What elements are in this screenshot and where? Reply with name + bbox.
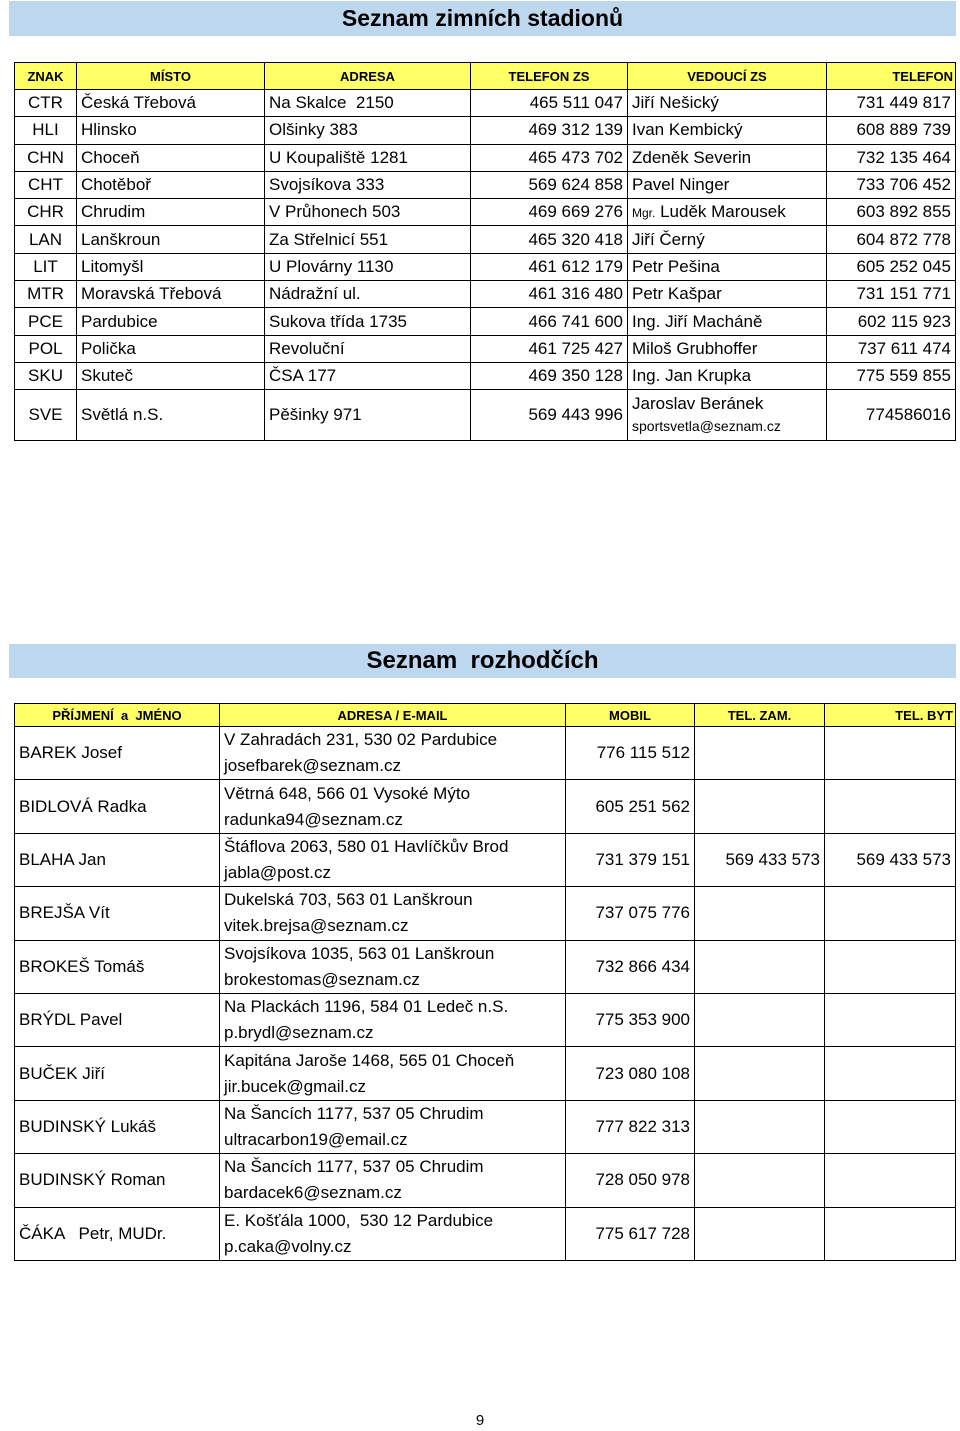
referee-tel-work-cell [695,833,825,886]
header-name: PŘÍJMENÍ a JMÉNO [15,704,220,727]
referee-tel-home-cell [825,727,956,780]
referee-tel-home-cell [825,1154,956,1207]
referee-mobile: 775 617 728 [595,1223,690,1243]
rink-place: Polička [81,338,136,358]
rink-phone-cell [827,117,956,144]
rink-code-cell [15,362,77,389]
rink-phone-zs-cell [471,171,628,198]
rink-phone-cell [827,253,956,280]
referee-mobile: 728 050 978 [595,1170,690,1190]
rink-place: Lanškroun [81,229,161,249]
referee-address: Na Šancích 1177, 537 05 Chrudim [224,1103,484,1123]
table-row [15,253,956,280]
referee-name-cell [15,887,220,940]
rinks-title-banner [9,1,956,36]
rink-address-cell [265,117,471,144]
referee-email: jir.bucek@gmail.cz [224,1076,366,1096]
rink-address: Na Skalce 2150 [269,93,394,113]
referee-address: V Zahradách 231, 530 02 Pardubice [224,730,498,750]
manager-name: Jiří Černý [632,229,705,249]
rink-manager-cell [628,226,827,253]
table-row [15,362,956,389]
rink-address: ČSA 177 [269,366,337,386]
table-row [15,993,956,1046]
rink-code-cell [15,226,77,253]
referee-tel-home-cell [825,1207,956,1260]
referee-name-cell [15,1207,220,1260]
referees-title: Seznam rozhodčích [366,647,599,674]
rink-phone-zs: 469 312 139 [528,120,623,140]
rink-phone-cell [827,199,956,226]
referee-mobile: 731 379 151 [595,849,690,869]
table-row [15,199,956,226]
rink-address: Olšinky 383 [269,120,358,140]
rink-place: Skuteč [81,366,133,386]
referee-tel-work-cell [695,993,825,1046]
header-mobile: MOBIL [566,704,695,727]
rink-address: Revoluční [269,338,345,358]
rink-code-cell [15,199,77,226]
rink-place-cell [77,117,265,144]
referee-email: p.brydl@seznam.cz [224,1023,374,1043]
rink-address-cell [265,253,471,280]
rink-place-cell [77,199,265,226]
rink-place-cell [77,362,265,389]
rink-address-cell [265,226,471,253]
rink-place-cell [77,335,265,362]
rink-phone-zs: 466 741 600 [528,311,623,331]
rink-phone-zs: 461 612 179 [528,256,623,276]
rink-phone: 605 252 045 [856,256,951,276]
rink-code-cell [15,90,77,117]
referee-tel-home-cell [825,993,956,1046]
referee-name: BRÝDL Pavel [19,1010,123,1030]
rink-code-cell [15,308,77,335]
rink-phone: 608 889 739 [856,120,951,140]
rink-code-cell [15,117,77,144]
referee-name-cell [15,727,220,780]
rink-phone-zs: 465 473 702 [528,147,623,167]
referee-name-cell [15,1047,220,1100]
rink-phone-zs: 461 725 427 [528,338,623,358]
table-row [15,171,956,198]
referee-tel-home: 569 433 573 [856,849,951,869]
rink-phone-cell [827,226,956,253]
referee-address: Na Šancích 1177, 537 05 Chrudim [224,1157,484,1177]
rink-place: Chotěboř [81,175,151,195]
rink-address-cell [265,90,471,117]
rink-address: U Plovárny 1130 [269,256,394,276]
table-row [15,1047,956,1100]
rink-address: Za Střelnicí 551 [269,229,389,249]
rink-code: CHR [27,202,64,222]
referee-address-cell [220,1100,566,1153]
rink-phone-zs-cell [471,144,628,171]
rink-phone: 733 706 452 [856,175,951,195]
manager-name: Pavel Ninger [632,175,730,195]
rink-phone-zs-cell [471,117,628,144]
rink-phone-zs-cell [471,90,628,117]
referee-address-cell [220,727,566,780]
table-row [15,117,956,144]
referee-mobile-cell [566,940,695,993]
referee-tel-home-cell [825,940,956,993]
header-address: ADRESA [265,63,471,90]
table-row [15,1207,956,1260]
rink-code: LAN [28,229,63,249]
referee-address-cell [220,1047,566,1100]
referee-address: Kapitána Jaroše 1468, 565 01 Choceň [224,1050,515,1070]
header-tel-work: TEL. ZAM. [695,704,825,727]
rink-phone-zs: 461 316 480 [528,284,623,304]
rinks-title: Seznam zimních stadionů [341,5,624,31]
table-row [15,90,956,117]
rink-code-cell [15,253,77,280]
rink-code: MTR [27,284,64,304]
rink-phone-zs-cell [471,390,628,441]
rink-code: POL [28,338,63,358]
rink-phone-zs-cell [471,335,628,362]
rink-phone-zs-cell [471,226,628,253]
rink-phone-zs: 469 669 276 [528,202,623,222]
rink-phone-cell [827,335,956,362]
referee-name-cell [15,940,220,993]
referee-email: p.caka@volny.cz [224,1236,352,1256]
rink-manager-cell [628,199,827,226]
rink-place: Chrudim [81,202,146,222]
rink-code-cell [15,390,77,441]
rink-address-cell [265,308,471,335]
rink-place-cell [77,390,265,441]
table-row [15,727,956,780]
rink-address-cell [265,171,471,198]
rink-code-cell [15,171,77,198]
table-row [15,833,956,886]
referee-name: BIDLOVÁ Radka [19,796,147,816]
header-address-email: ADRESA / E-MAIL [220,704,566,727]
referee-name-cell [15,1100,220,1153]
rink-address: Nádražní ul. [269,284,361,304]
referee-name-cell [15,1154,220,1207]
referee-mobile-cell [566,833,695,886]
rink-address-cell [265,335,471,362]
rinks-header-row [15,63,956,90]
rink-manager-cell [628,308,827,335]
referee-mobile: 776 115 512 [596,743,690,763]
rink-phone-cell [827,390,956,441]
manager-name: Miloš Grubhoffer [632,338,758,358]
referee-address: E. Košťála 1000, 530 12 Pardubice [224,1210,494,1230]
rink-place-cell [77,281,265,308]
manager-name: Jiří Nešický [632,93,719,113]
referee-mobile: 605 251 562 [595,796,690,816]
referee-mobile-cell [566,1154,695,1207]
referees-title-banner [9,644,956,678]
header-place: MÍSTO [77,63,265,90]
referee-tel-home-cell [825,887,956,940]
header-manager: VEDOUCÍ ZS [628,63,827,90]
header-phone-zs: TELEFON ZS [471,63,628,90]
referee-mobile: 777 822 313 [595,1116,690,1136]
referee-mobile: 737 075 776 [595,903,690,923]
referee-tel-home-cell [825,833,956,886]
manager-name: Ivan Kembický [632,120,743,140]
referee-mobile-cell [566,1100,695,1153]
rink-phone: 731 151 771 [856,284,951,304]
rink-place: Moravská Třebová [81,284,222,304]
rink-phone-zs-cell [471,253,628,280]
referee-tel-work-cell [695,940,825,993]
rink-phone: 737 611 474 [857,338,951,358]
rink-code: LIT [33,256,58,276]
rink-manager-cell [628,335,827,362]
referee-tel-work-cell [695,780,825,833]
page-number: 9 [475,1412,485,1429]
rink-code: CTR [28,93,63,113]
referee-tel-work-cell [695,1207,825,1260]
referee-tel-work-cell [695,1047,825,1100]
rink-phone-cell [827,144,956,171]
rink-code: SVE [28,405,63,425]
table-row [15,335,956,362]
table-row [15,1100,956,1153]
table-row [15,281,956,308]
rink-phone-cell [827,171,956,198]
referee-name: BLAHA Jan [19,849,106,869]
table-row [15,887,956,940]
rink-code: SKU [28,366,63,386]
referee-mobile-cell [566,1047,695,1100]
rink-place: Hlinsko [81,120,137,140]
rink-code: CHN [27,147,64,167]
rink-phone-zs: 465 320 418 [528,229,623,249]
table-row [15,308,956,335]
rink-manager-cell [628,90,827,117]
referee-name: BUDINSKÝ Lukáš [19,1116,156,1136]
referee-name: BUDINSKÝ Roman [19,1170,166,1190]
rink-address-cell [265,390,471,441]
referee-address-cell [220,887,566,940]
rink-manager-cell [628,281,827,308]
referees-header-row [15,704,956,727]
referee-tel-work-cell [695,1100,825,1153]
referee-name-cell [15,780,220,833]
rink-place-cell [77,226,265,253]
header-code: ZNAK [15,63,77,90]
rink-phone: 604 872 778 [856,229,951,249]
referee-address-cell [220,993,566,1046]
manager-name: Ing. Jiří Macháně [632,311,763,331]
rink-place: Choceň [81,147,140,167]
rink-phone-zs-cell [471,308,628,335]
referee-email: ultracarbon19@email.cz [224,1129,408,1149]
referee-name: BAREK Josef [19,743,122,763]
rink-code-cell [15,144,77,171]
referee-mobile-cell [566,1207,695,1260]
rink-code: HLI [32,120,59,140]
referee-mobile: 732 866 434 [595,956,690,976]
rink-place-cell [77,90,265,117]
rink-address: V Průhonech 503 [269,202,401,222]
referee-address: Svojsíkova 1035, 563 01 Lanškroun [224,943,495,963]
rink-manager-cell [628,253,827,280]
header-tel-home: TEL. BYT [825,704,956,727]
rink-phone-zs: 465 511 047 [529,93,623,113]
rink-phone-cell [827,281,956,308]
rink-place-cell [77,144,265,171]
rink-code: CHT [28,175,63,195]
referee-email: brokestomas@seznam.cz [224,969,420,989]
referee-address: Na Plackách 1196, 584 01 Ledeč n.S. [224,997,509,1017]
rink-phone-zs-cell [471,362,628,389]
rink-address-cell [265,144,471,171]
referee-address-cell [220,833,566,886]
referee-email: jabla@post.cz [224,862,332,882]
referee-name-cell [15,833,220,886]
manager-title-prefix: Mgr. [632,206,656,221]
rink-manager-cell [628,144,827,171]
referee-address: Štáflova 2063, 580 01 Havlíčkův Brod [224,836,509,856]
rink-address: Svojsíkova 333 [269,175,385,195]
referee-tel-home-cell [825,1100,956,1153]
referee-tel-work-cell [695,727,825,780]
rink-manager-cell [628,390,827,441]
rink-phone-cell [827,362,956,389]
referees-table [14,703,956,1261]
rink-place-cell [77,308,265,335]
rink-place: Litomyšl [81,256,144,276]
referee-name-cell [15,993,220,1046]
rink-manager-cell [628,117,827,144]
referee-address-cell [220,1207,566,1260]
rink-phone: 775 559 855 [856,366,951,386]
rink-address: U Koupaliště 1281 [269,147,408,167]
rink-phone-zs-cell [471,199,628,226]
manager-name: Petr Pešina [632,256,720,276]
rink-phone-cell [827,90,956,117]
referee-address-cell [220,1154,566,1207]
rink-address-cell [265,362,471,389]
referee-mobile: 775 353 900 [595,1010,690,1030]
referee-tel-home-cell [825,780,956,833]
referee-name: BREJŠA Vít [19,903,110,923]
table-row [15,226,956,253]
manager-name: Jaroslav Beránek [632,394,764,414]
rink-manager-cell [628,171,827,198]
rink-code: PCE [28,311,63,331]
manager-name: Zdeněk Severin [632,147,752,167]
rink-phone-zs: 469 350 128 [528,366,623,386]
referee-mobile-cell [566,993,695,1046]
rink-address-cell [265,281,471,308]
rink-phone-cell [827,308,956,335]
table-row [15,940,956,993]
table-row [15,390,956,441]
referee-address: Dukelská 703, 563 01 Lanškroun [224,890,473,910]
rink-address-cell [265,199,471,226]
rink-place: Světlá n.S. [81,405,164,425]
rink-phone-zs: 569 624 858 [528,175,623,195]
referee-mobile-cell [566,887,695,940]
rink-phone: 774586016 [865,405,951,425]
table-row [15,1154,956,1207]
referee-mobile-cell [566,727,695,780]
rink-place: Česká Třebová [81,93,196,113]
table-row [15,144,956,171]
referee-name: ČÁKA Petr, MUDr. [19,1223,167,1243]
referee-email: radunka94@seznam.cz [224,809,403,829]
referee-tel-work: 569 433 573 [725,849,820,869]
rink-phone: 732 135 464 [856,147,951,167]
referee-email: bardacek6@seznam.cz [224,1183,402,1203]
rink-code-cell [15,281,77,308]
manager-name: Luděk Marousek [660,202,786,222]
rink-phone-zs: 569 443 996 [528,405,623,425]
referee-address: Větrná 648, 566 01 Vysoké Mýto [224,783,471,803]
rink-address: Pěšinky 971 [269,405,362,425]
rink-phone-zs-cell [471,281,628,308]
rink-phone: 602 115 923 [857,311,951,331]
referee-mobile-cell [566,780,695,833]
referee-mobile: 723 080 108 [595,1063,690,1083]
rink-place-cell [77,171,265,198]
manager-name: Ing. Jan Krupka [632,366,752,386]
rink-phone: 731 449 817 [856,93,951,113]
rink-place-cell [77,253,265,280]
referee-email: josefbarek@seznam.cz [224,756,401,776]
rinks-table [14,62,956,441]
rink-code-cell [15,335,77,362]
referee-tel-work-cell [695,1154,825,1207]
referee-address-cell [220,940,566,993]
referee-tel-home-cell [825,1047,956,1100]
referee-name: BUČEK Jiří [19,1063,105,1083]
referee-tel-work-cell [695,887,825,940]
rink-address: Sukova třída 1735 [269,311,407,331]
manager-email: sportsvetla@seznam.cz [632,418,781,435]
referee-address-cell [220,780,566,833]
manager-name: Petr Kašpar [632,284,722,304]
table-row [15,780,956,833]
rink-manager-cell [628,362,827,389]
header-phone: TELEFON [827,63,956,90]
referee-name: BROKEŠ Tomáš [19,956,145,976]
rink-phone: 603 892 855 [856,202,951,222]
rink-place: Pardubice [81,311,158,331]
referee-email: vitek.brejsa@seznam.cz [224,916,409,936]
